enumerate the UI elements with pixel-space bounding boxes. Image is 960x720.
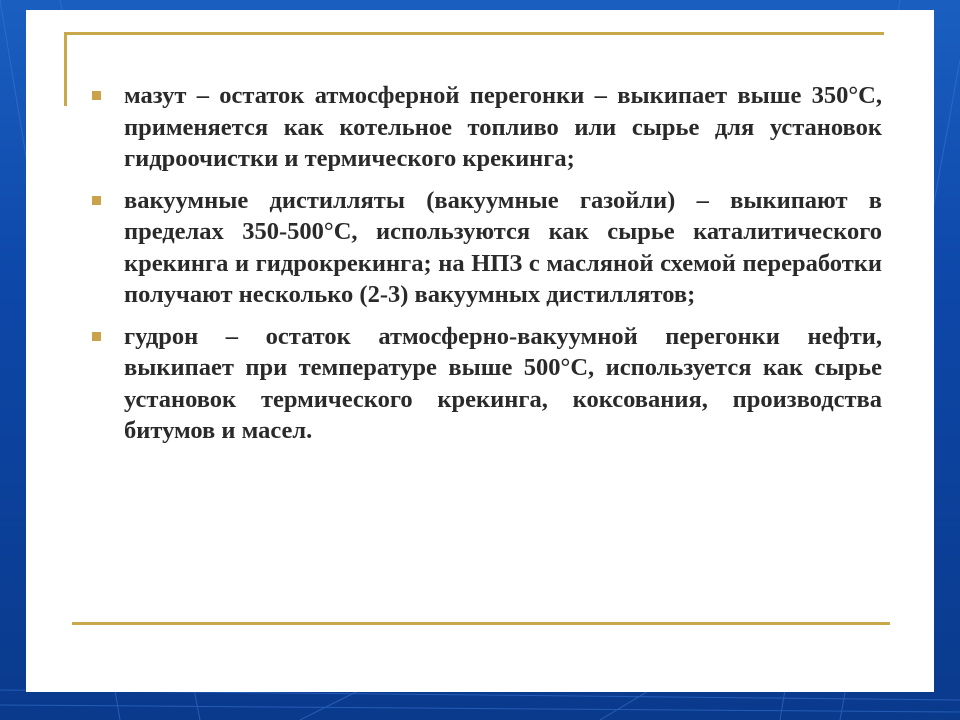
list-item bbox=[92, 321, 882, 447]
slide-panel bbox=[26, 10, 934, 692]
square-bullet-icon bbox=[92, 196, 101, 205]
bottom-decorative-rule bbox=[72, 622, 890, 625]
top-decorative-rule bbox=[64, 32, 884, 35]
list-item-text: вакуумные дистилляты (вакуумные газойли) – выкипают в пределах 350-500°С, используются как сырье каталитического крекинга и гидрокрекинга; на НПЗ с масляной схемой переработки получают несколько (2-3) вакуумных дистиллятов; bbox=[124, 186, 882, 308]
list-item-text: мазут – остаток атмосферной перегонки – выкипает выше 350°С, применяется как котельное топливо или сырье для установок гидроочистки и термического крекинга; bbox=[124, 82, 882, 172]
square-bullet-icon bbox=[92, 91, 101, 100]
list-item bbox=[92, 80, 882, 175]
square-bullet-icon bbox=[92, 332, 101, 341]
list-item bbox=[92, 185, 882, 311]
left-decorative-rule bbox=[64, 32, 67, 106]
list-item-text: гудрон – остаток атмосферно-вакуумной перегонки нефти, выкипает при температуре выше 500°С, используется как сырье установок термического крекинга, коксования, производства битумов и масел. bbox=[124, 322, 882, 444]
bullet-list bbox=[92, 80, 882, 457]
